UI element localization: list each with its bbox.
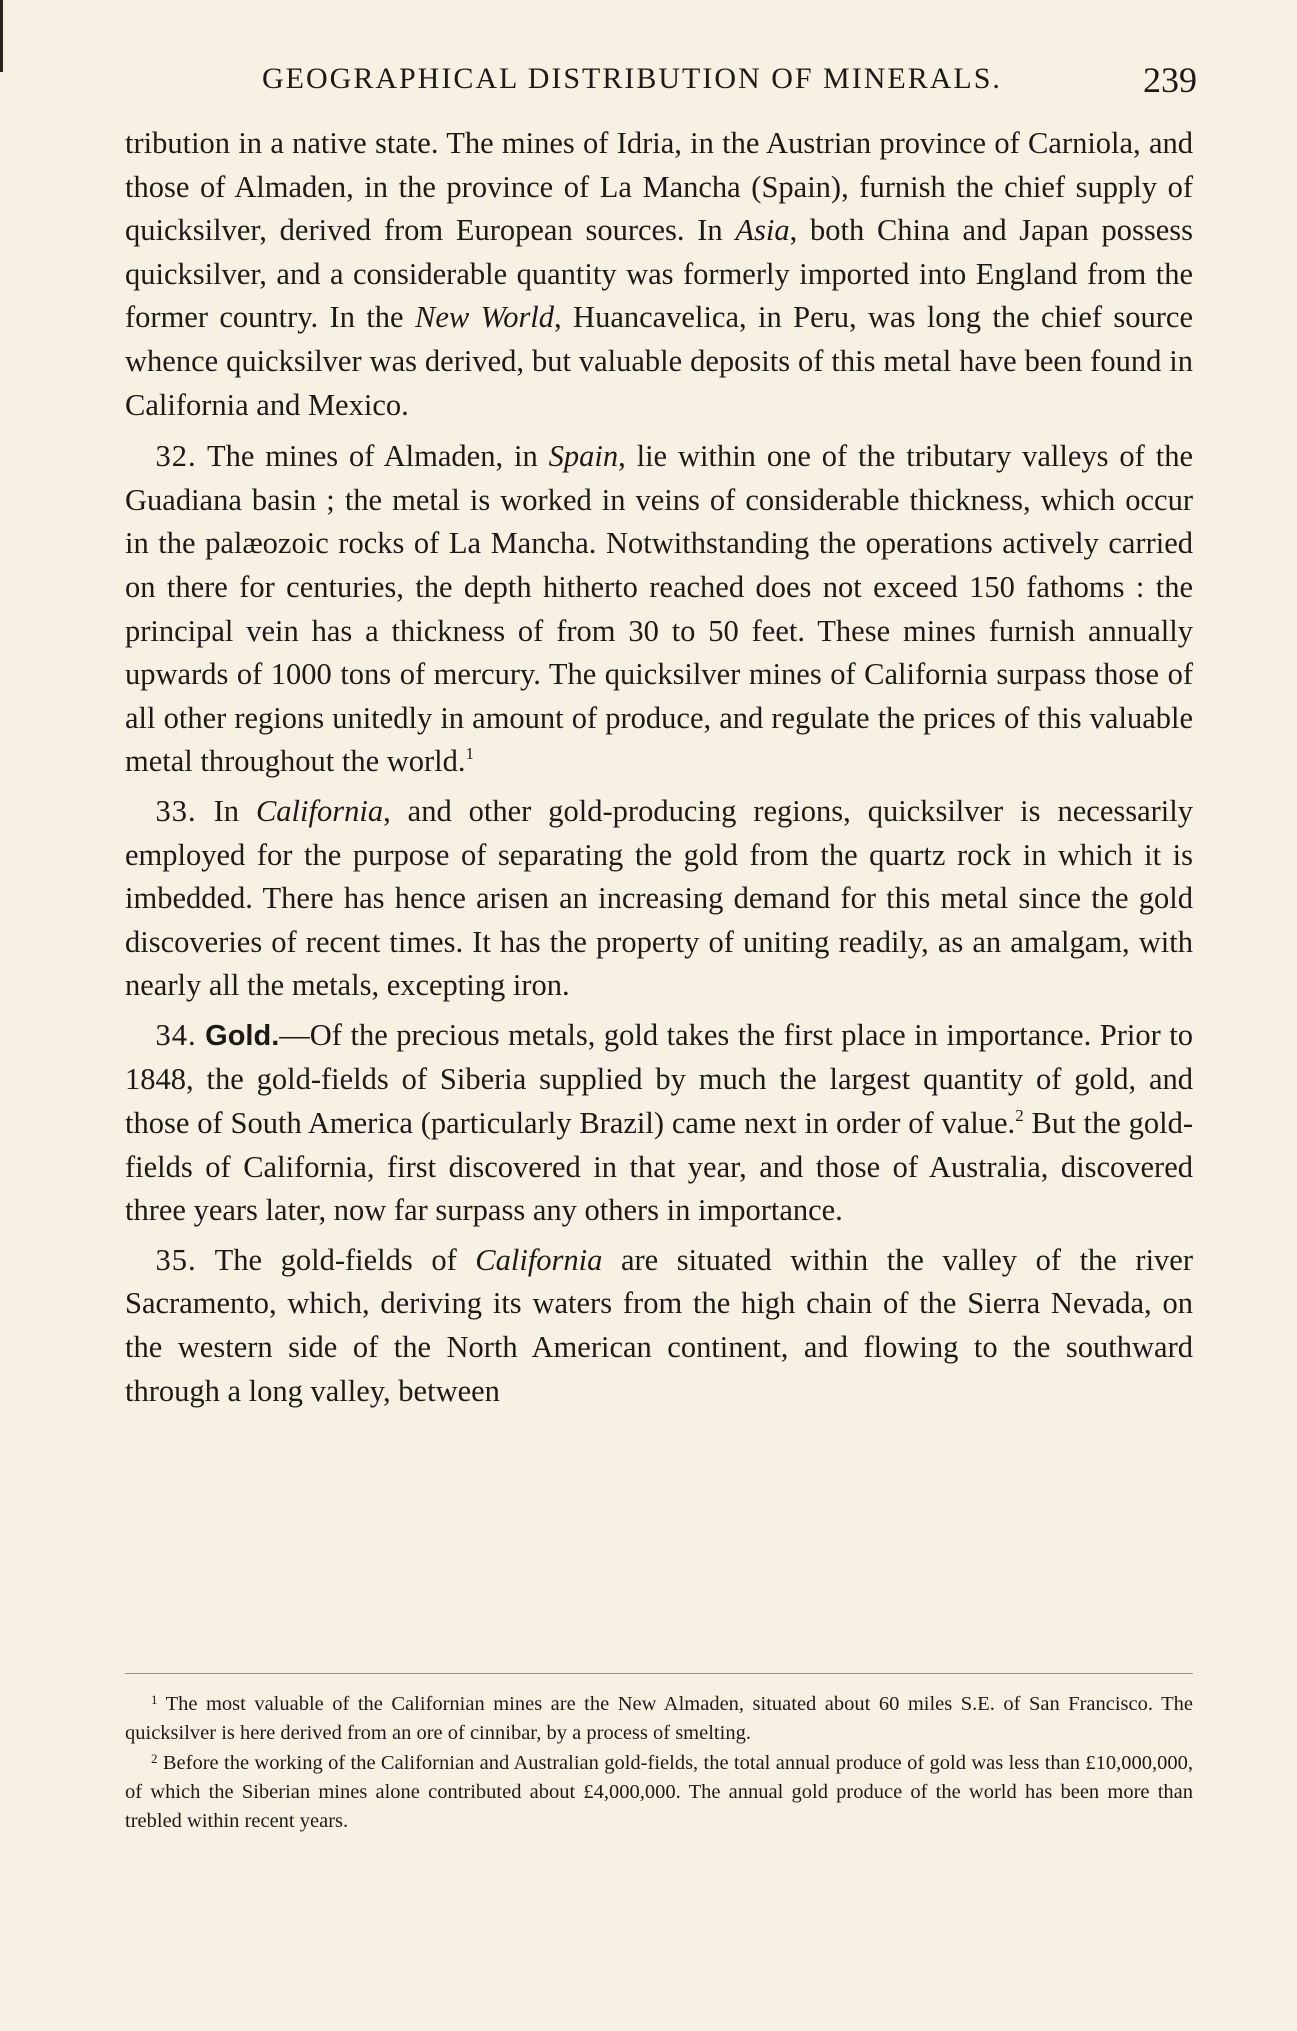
body-text: [125, 122, 1193, 1419]
paragraph-33: [125, 790, 1193, 1008]
footnote-text: Before the working of the Californian and Australian gold-fields, the total annual produce of gold was less than £10,000,000, of which the Siberian mines alone contributed about £4,000,000. The annual gold produce of the world has been more than trebled within recent years.: [125, 1751, 1193, 1833]
footnote-rule: [125, 1673, 1193, 1674]
text-run: In: [196, 793, 256, 828]
paragraph-number: 35.: [155, 1242, 197, 1277]
text-run: —Of the precious metals, gold takes the first place in importance. Prior to 1848, the gold-fields of Siberia supplied by much the largest quantity of gold, and those of South America (particularly Brazil) came next in order of value.: [125, 1017, 1193, 1141]
page-number: 239: [1143, 60, 1197, 100]
section-heading: Gold.: [205, 1019, 280, 1052]
text-run: , lie within one of the tributary valleys of the Guadiana basin ; the metal is worked in veins of considerable thickness, which occur in the palæozoic rocks of La Mancha. Notwithstanding the operations actively carried on there for centuries, the depth hitherto reached does not exceed 150 fathoms : the principal vein has a thickness of from 30 to 50 feet. These mines furnish annually upwards of 1000 tons of mercury. The quicksilver mines of California surpass those of all other regions unitedly in amount of produce, and regulate the prices of this valuable metal throughout the world.: [125, 439, 1193, 779]
paragraph-number: 34.: [155, 1017, 197, 1052]
footnote-ref[interactable]: 1: [465, 744, 475, 764]
italic-term: California: [255, 793, 384, 828]
paragraph-number: 32.: [155, 439, 197, 474]
text-run: The mines of Almaden, in: [196, 439, 549, 474]
italic-term: California: [475, 1242, 603, 1277]
footnote-mark: 2: [151, 1750, 158, 1766]
text-run: , both China and Japan possess quicksilver, and a considerable quantity was formerly imported into England from the former country. In the: [125, 213, 1193, 335]
paragraph-continued: [125, 122, 1193, 427]
footnote-2: [125, 1749, 1193, 1837]
text-run: are situated within the valley of the river Sacramento, which, deriving its waters from the high chain of the Sierra Nevada, on the western side of the North American continent, and flowing to the southward through a long valley, between: [125, 1242, 1193, 1408]
page-edge-mark: [0, 0, 3, 72]
italic-term: Asia: [735, 213, 790, 248]
paragraph-number: 33.: [155, 793, 197, 828]
text-run: The gold-fields of: [196, 1242, 476, 1277]
paragraph-32: [125, 435, 1193, 784]
text-run: But the gold-fields of California, first discovered in that year, and those of Australia, discovered three years later, now far surpass any others in importance.: [125, 1106, 1193, 1228]
footnotes: [125, 1690, 1193, 1836]
paragraph-34: [125, 1014, 1193, 1233]
footnote-ref[interactable]: 2: [1015, 1106, 1024, 1126]
italic-term: New World: [414, 300, 555, 335]
text-run: , Huancavelica, in Peru, was long the chief source whence quicksilver was derived, but valuable deposits of this metal have been found in California and Mexico.: [125, 300, 1193, 422]
running-head: [262, 62, 1197, 102]
text-run: tribution in a native state. The mines of Idria, in the Austrian province of Carniola, and those of Almaden, in the province of La Mancha (Spain), furnish the chief supply of quicksilver, derived from European sources. In: [125, 126, 1193, 248]
running-title: GEOGRAPHICAL DISTRIBUTION OF MINERALS.: [262, 62, 1002, 95]
italic-term: Spain: [548, 439, 619, 474]
paragraph-35: [125, 1239, 1193, 1413]
footnote-1: [125, 1690, 1193, 1749]
footnote-mark: 1: [151, 1692, 158, 1707]
text-run: , and other gold-producing regions, quicksilver is necessarily employed for the purpose of separating the gold from the quartz rock in which it is imbedded. There has hence arisen an increasing demand for this metal since the gold discoveries of recent times. It has the property of uniting readily, as an amalgam, with nearly all the metals, excepting iron.: [125, 793, 1193, 1003]
footnote-text: The most valuable of the Californian mines are the New Almaden, situated about 60 miles S.E. of San Francisco. The quicksilver is here derived from an ore of cinnibar, by a process of smelting.: [125, 1693, 1193, 1745]
